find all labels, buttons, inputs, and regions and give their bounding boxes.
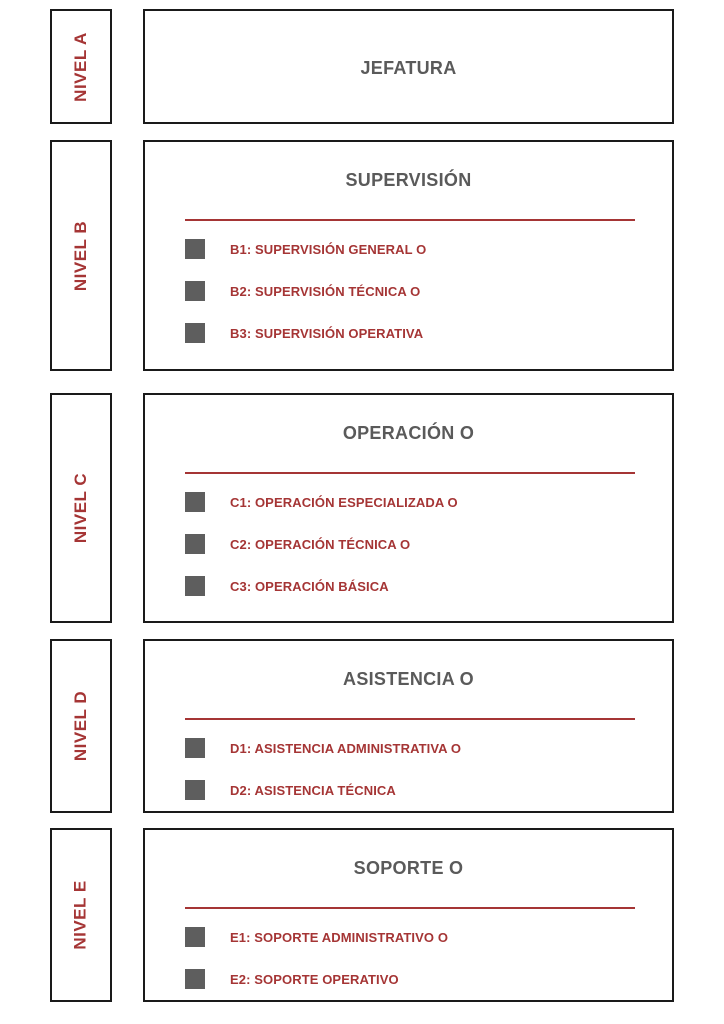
level-tag-e (50, 828, 112, 1002)
level-box-asistencia (143, 639, 674, 813)
box-title: ASISTENCIA O (343, 669, 474, 689)
list-item (185, 492, 458, 512)
list-item (185, 738, 461, 758)
list-item-label: E2: SOPORTE OPERATIVO (230, 971, 399, 987)
divider (185, 907, 635, 909)
level-tag-c (50, 393, 112, 623)
box-title: JEFATURA (360, 58, 457, 78)
square-bullet-icon (185, 281, 205, 301)
level-box-operacion (143, 393, 674, 623)
list-item-label: E1: SOPORTE ADMINISTRATIVO O (230, 929, 449, 945)
divider (185, 718, 635, 720)
list-item-label: C1: OPERACIÓN ESPECIALIZADA O (230, 494, 458, 510)
list-item (185, 576, 389, 596)
list-item-label: B3: SUPERVISIÓN OPERATIVA (230, 325, 424, 341)
level-tag-label: NIVEL B (71, 220, 91, 291)
square-bullet-icon (185, 239, 205, 259)
list-item-label: D1: ASISTENCIA ADMINISTRATIVA O (230, 740, 462, 756)
level-tag-d (50, 639, 112, 813)
list-item (185, 323, 423, 343)
square-bullet-icon (185, 780, 205, 800)
square-bullet-icon (185, 492, 205, 512)
list-item (185, 927, 448, 947)
list-item-label: B2: SUPERVISIÓN TÉCNICA O (230, 283, 421, 299)
list-item-label: B1: SUPERVISIÓN GENERAL O (230, 241, 427, 257)
list-item-label: C3: OPERACIÓN BÁSICA (230, 578, 389, 594)
square-bullet-icon (185, 969, 205, 989)
level-tag-label: NIVEL A (71, 31, 90, 102)
list-item (185, 969, 399, 989)
list-item-label: C2: OPERACIÓN TÉCNICA O (230, 536, 411, 552)
square-bullet-icon (185, 323, 205, 343)
square-bullet-icon (185, 738, 205, 758)
list-item (185, 534, 410, 554)
divider (185, 472, 635, 474)
list-item-label: D2: ASISTENCIA TÉCNICA (230, 782, 396, 798)
list-item (185, 780, 396, 800)
box-title: SUPERVISIÓN (345, 170, 472, 190)
level-box-soporte (143, 828, 674, 1002)
box-title: SOPORTE O (353, 858, 464, 878)
box-title: OPERACIÓN O (342, 423, 475, 443)
level-tag-label: NIVEL D (71, 690, 91, 762)
list-item (185, 239, 426, 259)
level-tag-label: NIVEL C (71, 472, 91, 544)
square-bullet-icon (185, 576, 205, 596)
level-box-jefatura (143, 9, 674, 124)
level-tag-b (50, 140, 112, 371)
square-bullet-icon (185, 534, 205, 554)
level-tag-a (50, 9, 112, 124)
level-tag-label: NIVEL E (71, 880, 91, 950)
level-box-supervision (143, 140, 674, 371)
divider (185, 219, 635, 221)
list-item (185, 281, 420, 301)
square-bullet-icon (185, 927, 205, 947)
